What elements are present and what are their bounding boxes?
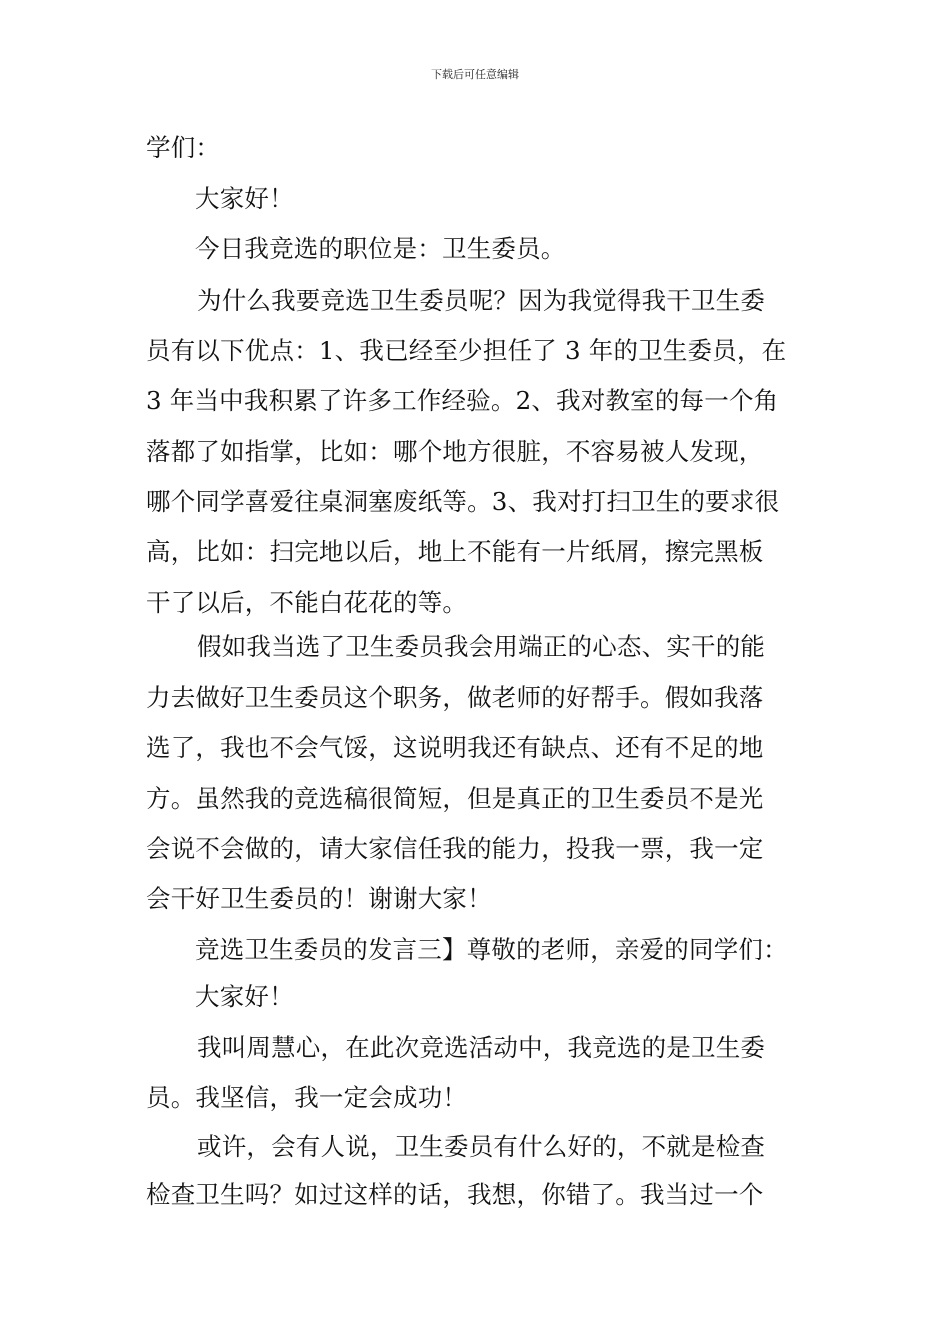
text-line: 学们：	[146, 133, 221, 162]
text-line: 为什么我要竞选卫生委员呢？因为我觉得我干卫生委	[197, 286, 766, 315]
text-line: 我叫周慧心，在此次竞选活动中，我竞选的是卫生委	[197, 1033, 766, 1062]
text-line: 落都了如指掌，比如：哪个地方很脏，不容易被人发现，	[146, 437, 764, 466]
page-header: 下载后可任意编辑	[431, 68, 519, 81]
text-line: 方。虽然我的竞选稿很简短，但是真正的卫生委员不是光	[146, 784, 764, 813]
text-line: 哪个同学喜爱往桌洞塞废纸等。3、我对打扫卫生的要求很	[146, 487, 780, 516]
text-line: 今日我竞选的职位是：卫生委员。	[195, 234, 566, 263]
text-line: 选了，我也不会气馁，这说明我还有缺点、还有不足的地	[146, 733, 764, 762]
text-line: 假如我当选了卫生委员我会用端正的心态、实干的能	[197, 632, 766, 661]
text-line: 大家好！	[195, 184, 294, 213]
text-line: 员有以下优点：1、我已经至少担任了 3 年的卫生委员，在	[146, 336, 787, 365]
text-line: 或许，会有人说，卫生委员有什么好的，不就是检查	[197, 1132, 766, 1161]
text-line: 力去做好卫生委员这个职务，做老师的好帮手。假如我落	[146, 683, 764, 712]
text-line: 检查卫生吗？如过这样的话，我想，你错了。我当过一个	[146, 1180, 764, 1209]
text-line: 竞选卫生委员的发言三】尊敬的老师，亲爱的同学们：	[195, 935, 788, 964]
text-line: 会说不会做的，请大家信任我的能力，投我一票，我一定	[146, 834, 764, 863]
text-line: 3 年当中我积累了许多工作经验。2、我对教室的每一个角	[146, 386, 779, 415]
text-line: 大家好！	[195, 982, 294, 1011]
text-line: 会干好卫生委员的！谢谢大家！	[146, 884, 492, 913]
text-line: 干了以后，不能白花花的等。	[146, 588, 468, 617]
text-line: 员。我坚信，我一定会成功！	[146, 1083, 468, 1112]
text-line: 高，比如：扫完地以后，地上不能有一片纸屑，擦完黑板	[146, 537, 764, 566]
